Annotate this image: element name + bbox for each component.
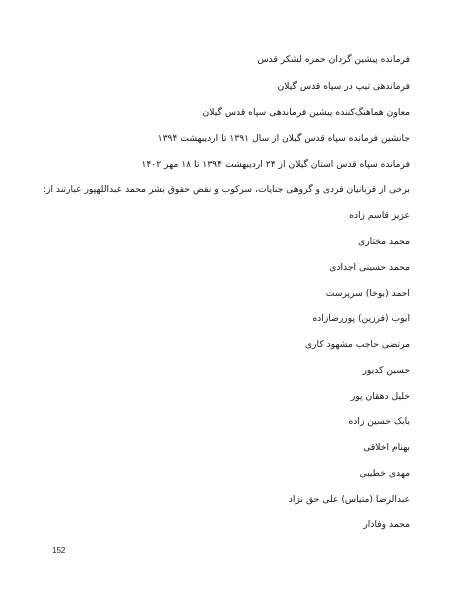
- victim-list-item: ایوب (فرزین) پوررضازاده: [312, 313, 410, 324]
- victim-list-item: عبدالرضا (متیاس) علی حق نژاد: [288, 494, 410, 505]
- victim-list-item: محمد مختاری: [358, 236, 410, 247]
- victim-list-item: خلیل دهقان پور: [350, 391, 410, 402]
- victim-list-item: محمد حسینی اجدادی: [329, 262, 410, 273]
- victim-list-item: بابک حسین زاده: [348, 416, 410, 427]
- intro-line: فرمانده پیشین گردان حمزه لشکر قدس: [257, 54, 410, 65]
- victim-list-item: حسین کدیور: [362, 365, 410, 376]
- intro-line: فرماندهی تیپ در سپاه قدس گیلان: [277, 81, 410, 92]
- victim-list-item: احمد (بوخا) سرپرست: [325, 288, 410, 299]
- page-number: 152: [52, 546, 66, 555]
- victim-list-item: عزیز قاسم زاده: [349, 210, 410, 221]
- victim-list-item: بهنام اخلاقی: [363, 442, 410, 453]
- victim-list-item: مهدی خطیبی: [359, 468, 410, 479]
- intro-line: معاون هماهنگ‌کننده پیشین فرماندهی سپاه قدس گیلان: [202, 107, 410, 118]
- victim-list-item: مرتضی حاجب مشهود کاری: [304, 339, 410, 350]
- victim-list-item: محمد وفادار: [363, 519, 410, 530]
- victims-intro-line: برخی از قربانیان فردی و گروهی جنایات، سرکوب و نقض حقوق بشر محمد عبداللهپور عبارتند از:: [42, 184, 410, 195]
- intro-line: جانشین فرمانده سپاه قدس گیلان از سال ۱۳۹۱ تا اردیبهشت ۱۳۹۴: [157, 133, 410, 144]
- intro-line: فرمانده سپاه قدس استان گیلان از ۲۴ اردیبهشت ۱۳۹۴ تا ۱۸ مهر ۱۴۰۲: [141, 159, 410, 170]
